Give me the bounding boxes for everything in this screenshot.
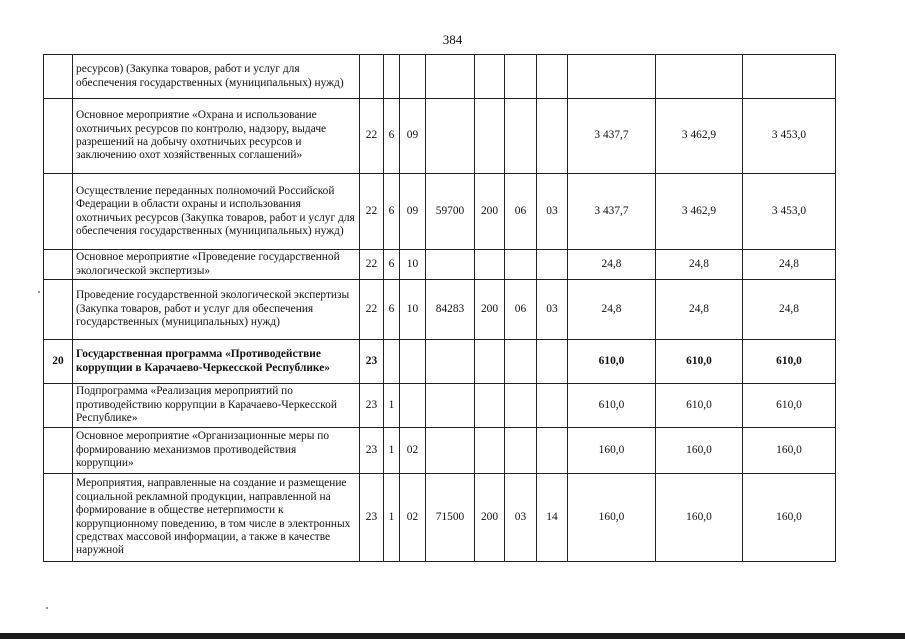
code-cell bbox=[426, 99, 475, 174]
table-body bbox=[44, 55, 836, 562]
code-cell: 22 bbox=[360, 99, 384, 174]
code-cell bbox=[426, 340, 475, 384]
budget-table bbox=[43, 54, 836, 562]
code-cell bbox=[505, 99, 537, 174]
code-cell: 1 bbox=[384, 384, 400, 428]
code-cell: 6 bbox=[384, 174, 400, 250]
page-number: 384 bbox=[442, 32, 463, 47]
amount-cell: 24,8 bbox=[743, 280, 836, 340]
code-cell: 03 bbox=[505, 474, 537, 562]
code-cell: 6 bbox=[384, 250, 400, 280]
item-name-cell: Основное мероприятие «Организационные меры по формированию механизмов противодействия коррупции» bbox=[73, 428, 360, 474]
code-cell bbox=[475, 250, 505, 280]
code-cell bbox=[505, 428, 537, 474]
amount-cell bbox=[568, 55, 656, 99]
code-cell bbox=[505, 340, 537, 384]
code-cell: 6 bbox=[384, 99, 400, 174]
code-cell: 10 bbox=[400, 280, 426, 340]
code-cell: 09 bbox=[400, 99, 426, 174]
code-cell: 06 bbox=[505, 280, 537, 340]
row-number-cell bbox=[44, 250, 73, 280]
code-cell: 71500 bbox=[426, 474, 475, 562]
code-cell bbox=[360, 55, 384, 99]
row-number-cell bbox=[44, 474, 73, 562]
code-cell: 200 bbox=[475, 174, 505, 250]
amount-cell: 160,0 bbox=[568, 474, 656, 562]
code-cell bbox=[426, 250, 475, 280]
code-cell: 6 bbox=[384, 280, 400, 340]
code-cell bbox=[475, 428, 505, 474]
amount-cell: 160,0 bbox=[743, 428, 836, 474]
row-number-cell: 20 bbox=[44, 340, 73, 384]
code-cell bbox=[505, 55, 537, 99]
code-cell: 02 bbox=[400, 474, 426, 562]
amount-cell: 3 462,9 bbox=[656, 174, 743, 250]
code-cell bbox=[537, 340, 568, 384]
scan-border bbox=[0, 633, 905, 639]
code-cell: 02 bbox=[400, 428, 426, 474]
code-cell: 200 bbox=[475, 474, 505, 562]
row-number-cell bbox=[44, 384, 73, 428]
code-cell: 22 bbox=[360, 250, 384, 280]
item-name-cell: Основное мероприятие «Охрана и использование охотничьих ресурсов по контролю, надзору, выдаче разрешений на добычу охотничьих ресурсов и заключению охот хозяйственных соглашений» bbox=[73, 99, 360, 174]
row-number-cell bbox=[44, 280, 73, 340]
code-cell bbox=[505, 384, 537, 428]
amount-cell: 3 437,7 bbox=[568, 174, 656, 250]
code-cell: 23 bbox=[360, 384, 384, 428]
amount-cell: 3 453,0 bbox=[743, 99, 836, 174]
code-cell: 09 bbox=[400, 174, 426, 250]
amount-cell: 160,0 bbox=[568, 428, 656, 474]
amount-cell: 24,8 bbox=[568, 280, 656, 340]
table-row bbox=[44, 99, 836, 174]
code-cell: 1 bbox=[384, 474, 400, 562]
table-row bbox=[44, 428, 836, 474]
amount-cell: 610,0 bbox=[743, 340, 836, 384]
amount-cell: 610,0 bbox=[568, 384, 656, 428]
item-name-cell: Основное мероприятие «Проведение государственной экологической экспертизы» bbox=[73, 250, 360, 280]
code-cell bbox=[400, 384, 426, 428]
code-cell bbox=[537, 428, 568, 474]
code-cell: 10 bbox=[400, 250, 426, 280]
code-cell bbox=[505, 250, 537, 280]
code-cell bbox=[426, 428, 475, 474]
item-name-cell: Осуществление переданных полномочий Российской Федерации в области охраны и использования охотничьих ресурсов (Закупка товаров, работ и услуг для обеспечения государственных (муниципальных) нужд) bbox=[73, 174, 360, 250]
table-row bbox=[44, 250, 836, 280]
row-number-cell bbox=[44, 428, 73, 474]
amount-cell: 160,0 bbox=[656, 428, 743, 474]
table-row bbox=[44, 340, 836, 384]
code-cell: 1 bbox=[384, 428, 400, 474]
code-cell: 22 bbox=[360, 174, 384, 250]
code-cell: 22 bbox=[360, 280, 384, 340]
code-cell bbox=[475, 340, 505, 384]
scan-speck bbox=[46, 607, 48, 609]
code-cell bbox=[537, 384, 568, 428]
code-cell bbox=[475, 384, 505, 428]
code-cell bbox=[537, 55, 568, 99]
amount-cell: 610,0 bbox=[743, 384, 836, 428]
code-cell: 14 bbox=[537, 474, 568, 562]
table-row bbox=[44, 280, 836, 340]
table-row bbox=[44, 474, 836, 562]
code-cell: 06 bbox=[505, 174, 537, 250]
scan-speck bbox=[38, 291, 40, 293]
table-row bbox=[44, 55, 836, 99]
code-cell bbox=[475, 55, 505, 99]
item-name-cell: Подпрограмма «Реализация мероприятий по противодействию коррупции в Карачаево-Черкесской Республике» bbox=[73, 384, 360, 428]
row-number-cell bbox=[44, 174, 73, 250]
table-row bbox=[44, 384, 836, 428]
code-cell bbox=[537, 250, 568, 280]
code-cell bbox=[400, 340, 426, 384]
amount-cell bbox=[656, 55, 743, 99]
amount-cell: 610,0 bbox=[656, 384, 743, 428]
item-name-cell: Государственная программа «Противодействие коррупции в Карачаево-Черкесской Республике» bbox=[73, 340, 360, 384]
amount-cell bbox=[743, 55, 836, 99]
code-cell bbox=[384, 55, 400, 99]
code-cell: 23 bbox=[360, 428, 384, 474]
amount-cell: 24,8 bbox=[656, 250, 743, 280]
amount-cell: 3 453,0 bbox=[743, 174, 836, 250]
table-row bbox=[44, 174, 836, 250]
code-cell bbox=[384, 340, 400, 384]
code-cell: 03 bbox=[537, 174, 568, 250]
code-cell: 23 bbox=[360, 474, 384, 562]
code-cell bbox=[426, 384, 475, 428]
item-name-cell: ресурсов) (Закупка товаров, работ и услуг для обеспечения государственных (муниципальных) нужд) bbox=[73, 55, 360, 99]
amount-cell: 3 462,9 bbox=[656, 99, 743, 174]
row-number-cell bbox=[44, 55, 73, 99]
amount-cell: 24,8 bbox=[568, 250, 656, 280]
code-cell: 23 bbox=[360, 340, 384, 384]
amount-cell: 160,0 bbox=[656, 474, 743, 562]
item-name-cell: Проведение государственной экологической экспертизы (Закупка товаров, работ и услуг для обеспечения государственных (муниципальных) нужд) bbox=[73, 280, 360, 340]
row-number-cell bbox=[44, 99, 73, 174]
code-cell: 84283 bbox=[426, 280, 475, 340]
amount-cell: 24,8 bbox=[743, 250, 836, 280]
code-cell: 59700 bbox=[426, 174, 475, 250]
amount-cell: 610,0 bbox=[568, 340, 656, 384]
code-cell bbox=[537, 99, 568, 174]
amount-cell: 160,0 bbox=[743, 474, 836, 562]
amount-cell: 24,8 bbox=[656, 280, 743, 340]
code-cell bbox=[475, 99, 505, 174]
code-cell bbox=[426, 55, 475, 99]
code-cell: 03 bbox=[537, 280, 568, 340]
code-cell bbox=[400, 55, 426, 99]
amount-cell: 3 437,7 bbox=[568, 99, 656, 174]
amount-cell: 610,0 bbox=[656, 340, 743, 384]
code-cell: 200 bbox=[475, 280, 505, 340]
item-name-cell: Мероприятия, направленные на создание и размещение социальной рекламной продукции, направленной на формирование в обществе нетерпимости к коррупционному поведению, в том числе в электронных средствах массовой информации, а также в качестве наружной bbox=[73, 474, 360, 562]
